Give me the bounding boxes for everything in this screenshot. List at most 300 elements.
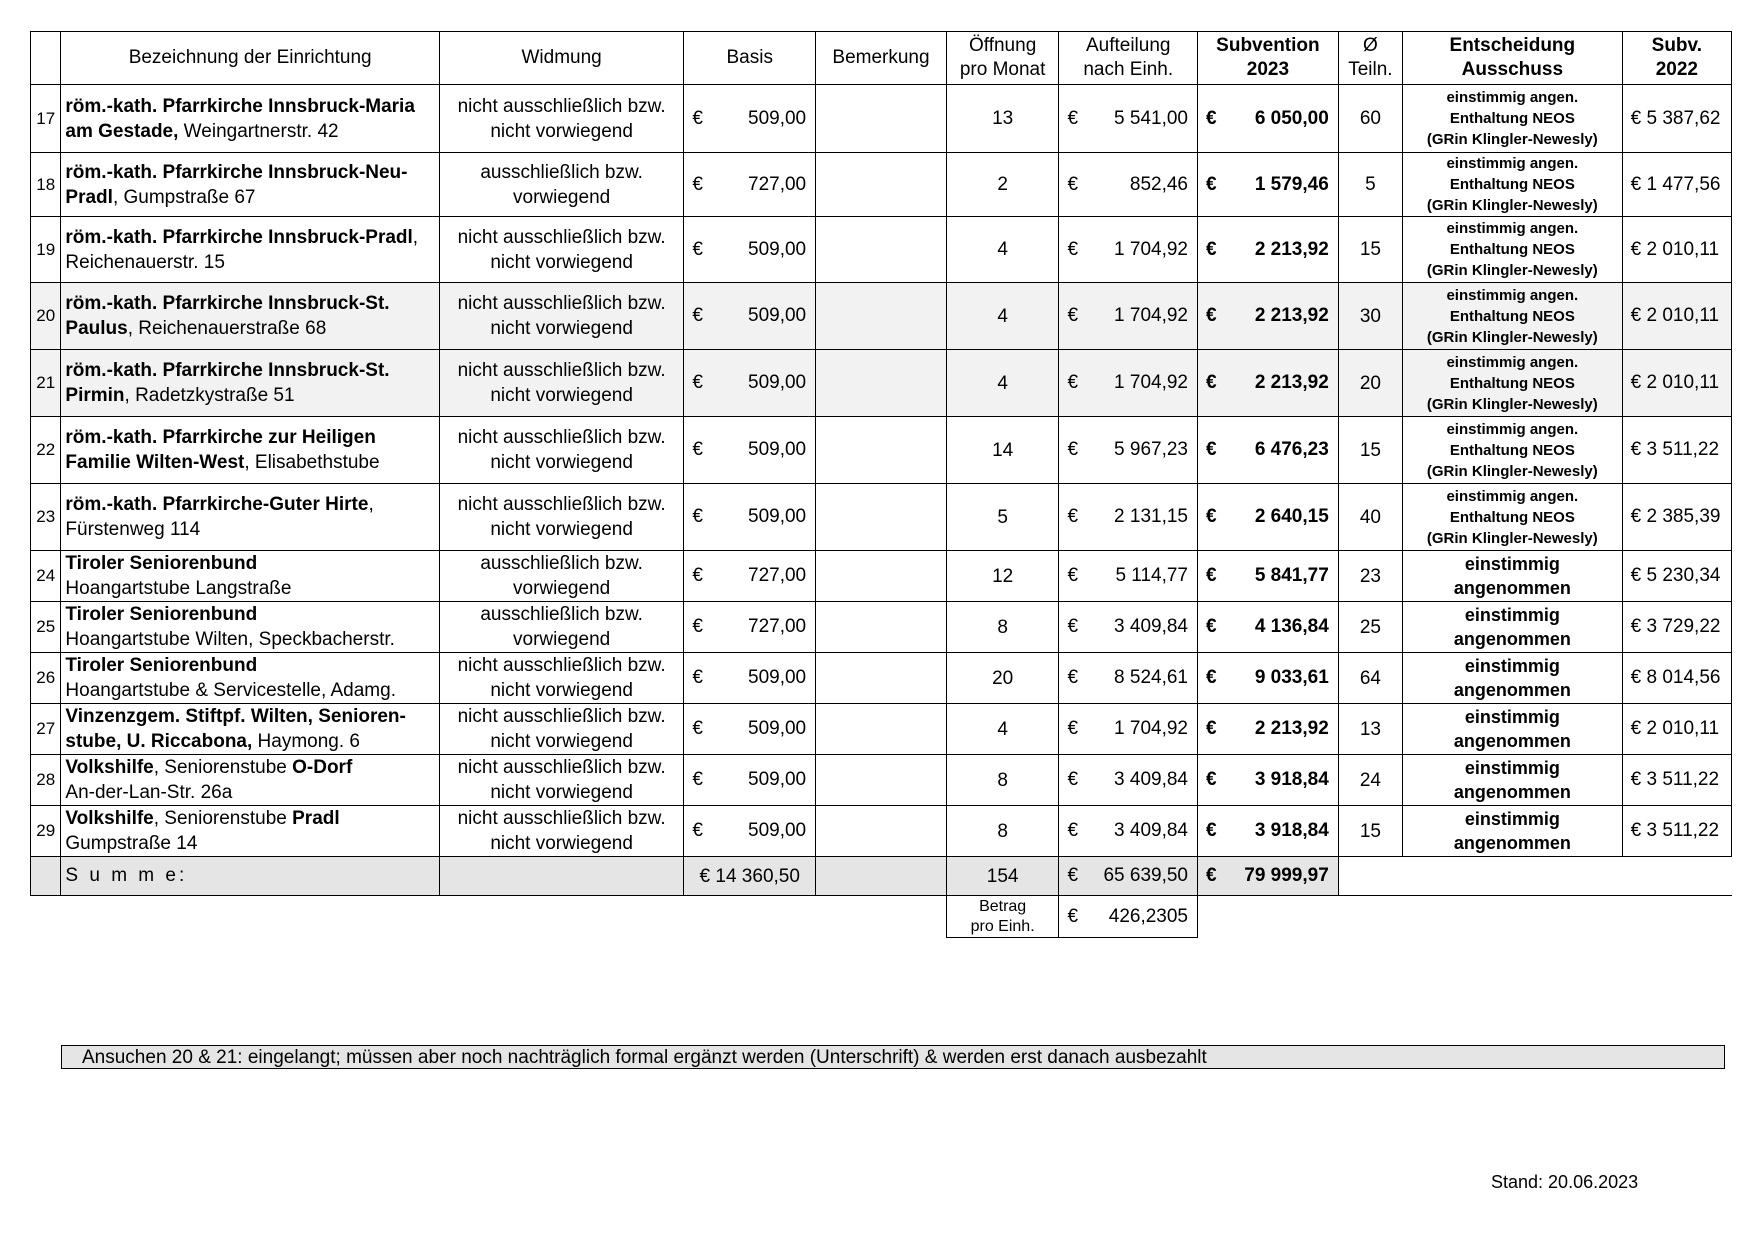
row-bemerkung: [816, 653, 947, 704]
row-aufteilung: [1059, 85, 1198, 153]
betrag-empty-left: [31, 896, 947, 938]
table-row: [31, 283, 1732, 350]
row-oeffnung: 4: [946, 283, 1059, 350]
row-aufteilung-value: 5 541,00: [1114, 107, 1188, 129]
currency-sign: €: [1067, 769, 1079, 790]
row-entscheidung-line: Enthaltung NEOS: [1449, 374, 1575, 392]
row-number: 26: [31, 653, 61, 704]
table-row: [31, 602, 1732, 653]
row-name-bold: röm.-kath. Pfarrkirche Innsbruck-St. Paulus: [65, 293, 390, 339]
summe-widmung: [439, 857, 683, 896]
row-entscheidung: [1403, 755, 1623, 806]
row-teiln: 30: [1338, 283, 1402, 350]
table-row: [31, 350, 1732, 417]
row-name-rest: , Fürstenweg 114: [65, 494, 374, 540]
row-entscheidung: [1403, 806, 1623, 857]
row-name-bold: Tiroler Seniorenbund: [65, 655, 258, 676]
row-entscheidung-line: (GRin Klingler-Newesly): [1426, 197, 1598, 214]
header-nr: [31, 32, 61, 85]
row-name-rest: , Seniorenstube: [153, 808, 293, 829]
row-name-bold: röm.-kath. Pfarrkirche zur Heiligen Familie Wilten-West: [65, 427, 376, 473]
row-bemerkung: [816, 484, 947, 551]
row-name-rest-2: Gumpstraße 14: [65, 833, 198, 854]
row-subvention-value: 6 476,23: [1254, 439, 1329, 460]
row-name-rest: Hoangartstube Langstraße: [65, 578, 292, 599]
currency-sign: €: [1067, 107, 1079, 129]
row-basis: [684, 653, 816, 704]
currency-sign: €: [1067, 616, 1079, 637]
table-row: [31, 704, 1732, 755]
row-subvention: [1198, 806, 1339, 857]
row-subvention-value: 4 136,84: [1254, 616, 1329, 637]
row-basis-value: 509,00: [748, 506, 807, 527]
row-name: [61, 602, 440, 653]
row-oeffnung: 12: [946, 551, 1059, 602]
row-subvention: [1198, 217, 1339, 283]
row-widmung: nicht ausschließlich bzw. nicht vorwiegend: [439, 484, 683, 551]
currency-sign: €: [692, 372, 703, 393]
row-subvention-value: 3 918,84: [1254, 769, 1329, 790]
row-name: [61, 217, 440, 283]
row-number: 21: [31, 350, 61, 417]
row-teiln: 15: [1338, 417, 1402, 484]
row-aufteilung: [1059, 551, 1198, 602]
row-teiln: 25: [1338, 602, 1402, 653]
row-entscheidung-line: angenommen: [1453, 731, 1571, 751]
row-name-bold: Volkshilfe: [65, 757, 154, 778]
row-oeffnung: 4: [946, 350, 1059, 417]
row-widmung: ausschließlich bzw. vorwiegend: [439, 551, 683, 602]
row-entscheidung: [1403, 484, 1623, 551]
row-widmung: nicht ausschließlich bzw. nicht vorwiegend: [439, 283, 683, 350]
row-name: [61, 755, 440, 806]
row-aufteilung-value: 3 409,84: [1114, 616, 1188, 637]
summe-oeffnung: 154: [946, 857, 1059, 896]
row-entscheidung-line: einstimmig angen.: [1446, 155, 1579, 172]
table-row: [31, 85, 1732, 153]
row-name-rest: , Radetzkystraße 51: [124, 385, 295, 406]
row-name-bold: Vinzenzgem. Stiftpf. Wilten, Senioren-stube, U. Riccabona,: [65, 706, 406, 752]
row-subv-prev: € 2 010,11: [1622, 704, 1731, 755]
row-basis: [684, 484, 816, 551]
row-number: 19: [31, 217, 61, 283]
row-subvention-value: 5 841,77: [1254, 565, 1329, 586]
row-entscheidung-line: einstimmig angen.: [1446, 286, 1579, 304]
header-teiln: Ø Teiln.: [1338, 32, 1402, 85]
row-widmung: ausschließlich bzw. vorwiegend: [439, 602, 683, 653]
row-subv-prev: € 3 729,22: [1622, 602, 1731, 653]
row-aufteilung-value: 852,46: [1129, 173, 1188, 195]
row-entscheidung-line: (GRin Klingler-Newesly): [1426, 262, 1598, 279]
row-oeffnung: 4: [946, 704, 1059, 755]
header-aufteilung: Aufteilung nach Einh.: [1059, 32, 1198, 85]
row-entscheidung-line: Enthaltung NEOS: [1449, 176, 1575, 193]
row-name-bold-2: Pradl: [292, 808, 340, 829]
row-entscheidung-line: angenommen: [1453, 578, 1571, 598]
currency-sign: €: [1067, 173, 1079, 195]
row-name-bold: röm.-kath. Pfarrkirche Innsbruck-Maria am Gestade,: [65, 95, 415, 142]
row-subv-prev: € 3 511,22: [1622, 806, 1731, 857]
row-widmung: nicht ausschließlich bzw. nicht vorwiegend: [439, 417, 683, 484]
summe-nr: [31, 857, 61, 896]
subsidy-table-sheet: [30, 31, 1732, 938]
summe-row: [31, 857, 1732, 896]
row-teiln: 15: [1338, 217, 1402, 283]
row-subv-prev: € 2 385,39: [1622, 484, 1731, 551]
row-widmung: nicht ausschließlich bzw. nicht vorwiegend: [439, 653, 683, 704]
currency-sign: €: [1067, 506, 1079, 527]
row-number: 17: [31, 85, 61, 153]
currency-sign: €: [1206, 372, 1217, 393]
row-entscheidung: [1403, 704, 1623, 755]
row-number: 20: [31, 283, 61, 350]
row-oeffnung: 4: [946, 217, 1059, 283]
row-name: [61, 484, 440, 551]
row-name-rest: , Seniorenstube: [153, 757, 293, 778]
row-basis: [684, 217, 816, 283]
row-subvention-value: 2 213,92: [1254, 372, 1329, 393]
row-subvention: [1198, 85, 1339, 153]
row-widmung: nicht ausschließlich bzw. nicht vorwiegend: [439, 217, 683, 283]
currency-sign: €: [692, 718, 703, 739]
row-basis-value: 509,00: [748, 439, 807, 460]
row-entscheidung: [1403, 551, 1623, 602]
row-basis-value: 509,00: [748, 718, 807, 739]
row-number: 29: [31, 806, 61, 857]
summe-bemerkung: [816, 857, 947, 896]
currency-sign: €: [1206, 173, 1217, 195]
row-basis-value: 509,00: [748, 372, 807, 393]
row-aufteilung: [1059, 484, 1198, 551]
header-basis: Basis: [684, 32, 816, 85]
table-row: [31, 806, 1732, 857]
row-entscheidung-line: (GRin Klingler-Newesly): [1426, 529, 1598, 547]
row-aufteilung-value: 1 704,92: [1114, 372, 1188, 393]
table-row: [31, 551, 1732, 602]
row-bemerkung: [816, 217, 947, 283]
row-number: 24: [31, 551, 61, 602]
row-oeffnung: 13: [946, 85, 1059, 153]
row-entscheidung-line: einstimmig angen.: [1446, 220, 1579, 237]
row-name-rest: , Elisabethstube: [244, 452, 380, 473]
currency-sign: €: [692, 565, 703, 586]
currency-sign: €: [1206, 565, 1217, 586]
row-widmung: nicht ausschließlich bzw. nicht vorwiegend: [439, 704, 683, 755]
row-entscheidung-line: Enthaltung NEOS: [1449, 241, 1575, 258]
row-entscheidung-line: Enthaltung NEOS: [1449, 110, 1575, 127]
row-basis-value: 727,00: [748, 565, 807, 586]
summe-label: S u m m e:: [61, 857, 440, 896]
row-teiln: 24: [1338, 755, 1402, 806]
row-aufteilung: [1059, 417, 1198, 484]
row-basis: [684, 85, 816, 153]
row-widmung: ausschließlich bzw. vorwiegend: [439, 153, 683, 217]
subsidy-table: [30, 31, 1732, 938]
currency-sign: €: [692, 820, 703, 841]
row-subvention-value: 2 213,92: [1254, 305, 1329, 326]
row-name: [61, 704, 440, 755]
row-entscheidung-line: einstimmig angen.: [1446, 487, 1579, 505]
row-entscheidung-line: Enthaltung NEOS: [1449, 508, 1575, 526]
row-oeffnung: 2: [946, 153, 1059, 217]
row-subvention: [1198, 602, 1339, 653]
table-row: [31, 653, 1732, 704]
row-name: [61, 153, 440, 217]
currency-sign: €: [1206, 439, 1217, 460]
currency-sign: €: [692, 769, 703, 790]
row-basis-value: 727,00: [748, 173, 807, 195]
row-subv-prev: € 2 010,11: [1622, 217, 1731, 283]
row-aufteilung: [1059, 602, 1198, 653]
row-aufteilung-value: 8 524,61: [1114, 667, 1188, 688]
row-bemerkung: [816, 85, 947, 153]
row-oeffnung: 8: [946, 755, 1059, 806]
row-entscheidung-line: angenommen: [1453, 833, 1571, 853]
currency-sign: €: [1206, 506, 1217, 527]
row-name-bold: Volkshilfe: [65, 808, 154, 829]
currency-sign: €: [1206, 769, 1217, 790]
row-aufteilung-value: 5 114,77: [1115, 565, 1188, 586]
row-widmung: nicht ausschließlich bzw. nicht vorwiegend: [439, 755, 683, 806]
row-bemerkung: [816, 153, 947, 217]
currency-sign: €: [1067, 439, 1079, 460]
row-name-bold: Tiroler Seniorenbund: [65, 604, 258, 625]
currency-sign: €: [1067, 305, 1079, 326]
row-basis: [684, 704, 816, 755]
row-subvention: [1198, 704, 1339, 755]
row-subvention: [1198, 350, 1339, 417]
row-aufteilung: [1059, 350, 1198, 417]
row-entscheidung: [1403, 153, 1623, 217]
currency-sign: €: [692, 667, 703, 688]
row-bemerkung: [816, 704, 947, 755]
row-aufteilung: [1059, 755, 1198, 806]
currency-sign: €: [1067, 565, 1079, 586]
row-teiln: 5: [1338, 153, 1402, 217]
row-widmung: nicht ausschließlich bzw. nicht vorwiegend: [439, 806, 683, 857]
table-row: [31, 217, 1732, 283]
row-subvention: [1198, 755, 1339, 806]
row-entscheidung: [1403, 350, 1623, 417]
row-aufteilung-value: 1 704,92: [1114, 238, 1188, 260]
row-bemerkung: [816, 417, 947, 484]
row-basis-value: 509,00: [748, 238, 807, 260]
summe-basis: € 14 360,50: [684, 857, 816, 896]
row-name-bold: röm.-kath. Pfarrkirche Innsbruck-Pradl: [65, 226, 413, 248]
betrag-row: [31, 896, 1732, 938]
row-oeffnung: 20: [946, 653, 1059, 704]
row-number: 23: [31, 484, 61, 551]
currency-sign: €: [1206, 718, 1217, 739]
row-aufteilung: [1059, 217, 1198, 283]
row-basis-value: 509,00: [748, 305, 807, 326]
table-row: [31, 484, 1732, 551]
row-aufteilung: [1059, 153, 1198, 217]
row-entscheidung: [1403, 653, 1623, 704]
row-teiln: 13: [1338, 704, 1402, 755]
row-basis: [684, 551, 816, 602]
row-subvention-value: 2 213,92: [1254, 238, 1329, 260]
row-entscheidung-line: einstimmig: [1464, 707, 1560, 727]
row-entscheidung-line: einstimmig: [1464, 605, 1560, 625]
row-name-rest: Weingartnerstr. 42: [178, 120, 339, 142]
row-basis: [684, 283, 816, 350]
row-name: [61, 85, 440, 153]
header-bezeichnung: Bezeichnung der Einrichtung: [61, 32, 440, 85]
currency-sign: €: [692, 238, 703, 260]
remark-note: Ansuchen 20 & 21: eingelangt; müssen aber noch nachträglich formal ergänzt werden (Unterschrift) & werden erst danach ausbezahlt: [61, 1045, 1725, 1069]
row-name-bold: röm.-kath. Pfarrkirche Innsbruck-Neu-Pradl: [65, 161, 408, 208]
row-teiln: 23: [1338, 551, 1402, 602]
row-number: 18: [31, 153, 61, 217]
row-subv-prev: € 1 477,56: [1622, 153, 1731, 217]
row-name: [61, 350, 440, 417]
row-subvention-value: 6 050,00: [1254, 107, 1329, 129]
row-entscheidung: [1403, 602, 1623, 653]
row-bemerkung: [816, 602, 947, 653]
row-subvention: [1198, 417, 1339, 484]
header-oeffnung: Öffnung pro Monat: [946, 32, 1059, 85]
currency-sign: €: [1067, 820, 1079, 841]
row-bemerkung: [816, 283, 947, 350]
stand-date: Stand: 20.06.2023: [1491, 1172, 1639, 1192]
row-aufteilung: [1059, 806, 1198, 857]
row-entscheidung-line: einstimmig angen.: [1446, 420, 1579, 438]
row-name-bold: röm.-kath. Pfarrkirche Innsbruck-St. Pirmin: [65, 360, 390, 406]
row-subv-prev: € 5 230,34: [1622, 551, 1731, 602]
row-entscheidung-line: Enthaltung NEOS: [1449, 307, 1575, 325]
row-subvention-value: 2 213,92: [1254, 718, 1329, 739]
row-teiln: 40: [1338, 484, 1402, 551]
summe-aufteilung: € 65 639,50: [1059, 857, 1198, 896]
row-subv-prev: € 5 387,62: [1622, 85, 1731, 153]
row-subvention: [1198, 283, 1339, 350]
row-number: 28: [31, 755, 61, 806]
row-aufteilung: [1059, 704, 1198, 755]
betrag-value: € 426,2305: [1059, 896, 1198, 938]
row-name-bold: röm.-kath. Pfarrkirche-Guter Hirte: [65, 494, 369, 515]
row-entscheidung-line: einstimmig: [1464, 809, 1560, 829]
row-subvention-value: 2 640,15: [1254, 506, 1329, 527]
row-entscheidung-line: einstimmig angen.: [1446, 353, 1579, 371]
row-basis-value: 509,00: [748, 667, 807, 688]
row-entscheidung-line: angenommen: [1453, 629, 1571, 649]
row-entscheidung-line: einstimmig angen.: [1446, 89, 1579, 106]
currency-sign: €: [692, 439, 703, 460]
row-name: [61, 806, 440, 857]
currency-sign: €: [692, 616, 703, 637]
row-name-rest-2: An-der-Lan-Str. 26a: [65, 782, 233, 803]
row-subvention: [1198, 653, 1339, 704]
row-entscheidung: [1403, 217, 1623, 283]
currency-sign: €: [1206, 667, 1217, 688]
row-number: 22: [31, 417, 61, 484]
row-teiln: 60: [1338, 85, 1402, 153]
row-basis: [684, 806, 816, 857]
row-name-rest: Haymong. 6: [252, 731, 361, 752]
row-widmung: nicht ausschließlich bzw. nicht vorwiegend: [439, 350, 683, 417]
row-entscheidung: [1403, 283, 1623, 350]
currency-sign: €: [692, 305, 703, 326]
row-entscheidung-line: angenommen: [1453, 782, 1571, 802]
currency-sign: €: [1206, 820, 1217, 841]
row-name: [61, 551, 440, 602]
currency-sign: €: [1206, 238, 1217, 260]
row-oeffnung: 8: [946, 602, 1059, 653]
row-basis-value: 509,00: [748, 107, 807, 129]
row-widmung: nicht ausschließlich bzw. nicht vorwiegend: [439, 85, 683, 153]
header-row: [31, 32, 1732, 85]
row-subv-prev: € 3 511,22: [1622, 755, 1731, 806]
row-name-rest: Hoangartstube & Servicestelle, Adamg.: [65, 680, 396, 701]
row-basis: [684, 417, 816, 484]
row-subvention: [1198, 484, 1339, 551]
row-basis: [684, 350, 816, 417]
row-subvention: [1198, 153, 1339, 217]
currency-sign: €: [1067, 667, 1079, 688]
row-name-rest: , Gumpstraße 67: [112, 186, 256, 208]
row-subv-prev: € 3 511,22: [1622, 417, 1731, 484]
currency-sign: €: [1206, 107, 1217, 129]
row-number: 25: [31, 602, 61, 653]
row-oeffnung: 14: [946, 417, 1059, 484]
row-name-rest: Hoangartstube Wilten, Speckbacherstr.: [65, 629, 395, 650]
row-entscheidung-line: (GRin Klingler-Newesly): [1426, 131, 1598, 148]
row-bemerkung: [816, 806, 947, 857]
table-row: [31, 153, 1732, 217]
row-basis: [684, 602, 816, 653]
row-aufteilung: [1059, 283, 1198, 350]
header-entscheidung: Entscheidung Ausschuss: [1403, 32, 1623, 85]
currency-sign: €: [692, 173, 703, 195]
row-basis: [684, 755, 816, 806]
row-bemerkung: [816, 350, 947, 417]
row-entscheidung-line: (GRin Klingler-Newesly): [1426, 395, 1598, 413]
row-name: [61, 283, 440, 350]
row-aufteilung-value: 1 704,92: [1114, 718, 1188, 739]
row-entscheidung-line: angenommen: [1453, 680, 1571, 700]
currency-sign: €: [1206, 616, 1217, 637]
currency-sign: €: [1206, 305, 1217, 326]
row-entscheidung-line: einstimmig: [1464, 656, 1560, 676]
header-widmung: Widmung: [439, 32, 683, 85]
row-subv-prev: € 8 014,56: [1622, 653, 1731, 704]
betrag-label: Betrag pro Einh.: [946, 896, 1059, 938]
summe-empty: [1338, 857, 1731, 896]
row-name-rest: , Reichenauerstr. 15: [65, 226, 419, 273]
row-subv-prev: € 2 010,11: [1622, 283, 1731, 350]
header-bemerkung: Bemerkung: [816, 32, 947, 85]
row-basis: [684, 153, 816, 217]
row-entscheidung-line: einstimmig: [1464, 554, 1560, 574]
row-subv-prev: € 2 010,11: [1622, 350, 1731, 417]
row-aufteilung-value: 3 409,84: [1114, 820, 1188, 841]
header-subv-prev: Subv. 2022: [1622, 32, 1731, 85]
row-name: [61, 653, 440, 704]
row-basis-value: 509,00: [748, 769, 807, 790]
row-oeffnung: 5: [946, 484, 1059, 551]
row-teiln: 15: [1338, 806, 1402, 857]
summe-subvention: € 79 999,97: [1198, 857, 1339, 896]
row-subvention-value: 9 033,61: [1254, 667, 1329, 688]
row-aufteilung-value: 1 704,92: [1114, 305, 1188, 326]
currency-sign: €: [1067, 238, 1079, 260]
row-entscheidung-line: (GRin Klingler-Newesly): [1426, 328, 1598, 346]
betrag-empty-right: [1198, 896, 1732, 938]
row-subvention: [1198, 551, 1339, 602]
row-entscheidung-line: Enthaltung NEOS: [1449, 441, 1575, 459]
row-name-bold-2: O-Dorf: [292, 757, 353, 778]
